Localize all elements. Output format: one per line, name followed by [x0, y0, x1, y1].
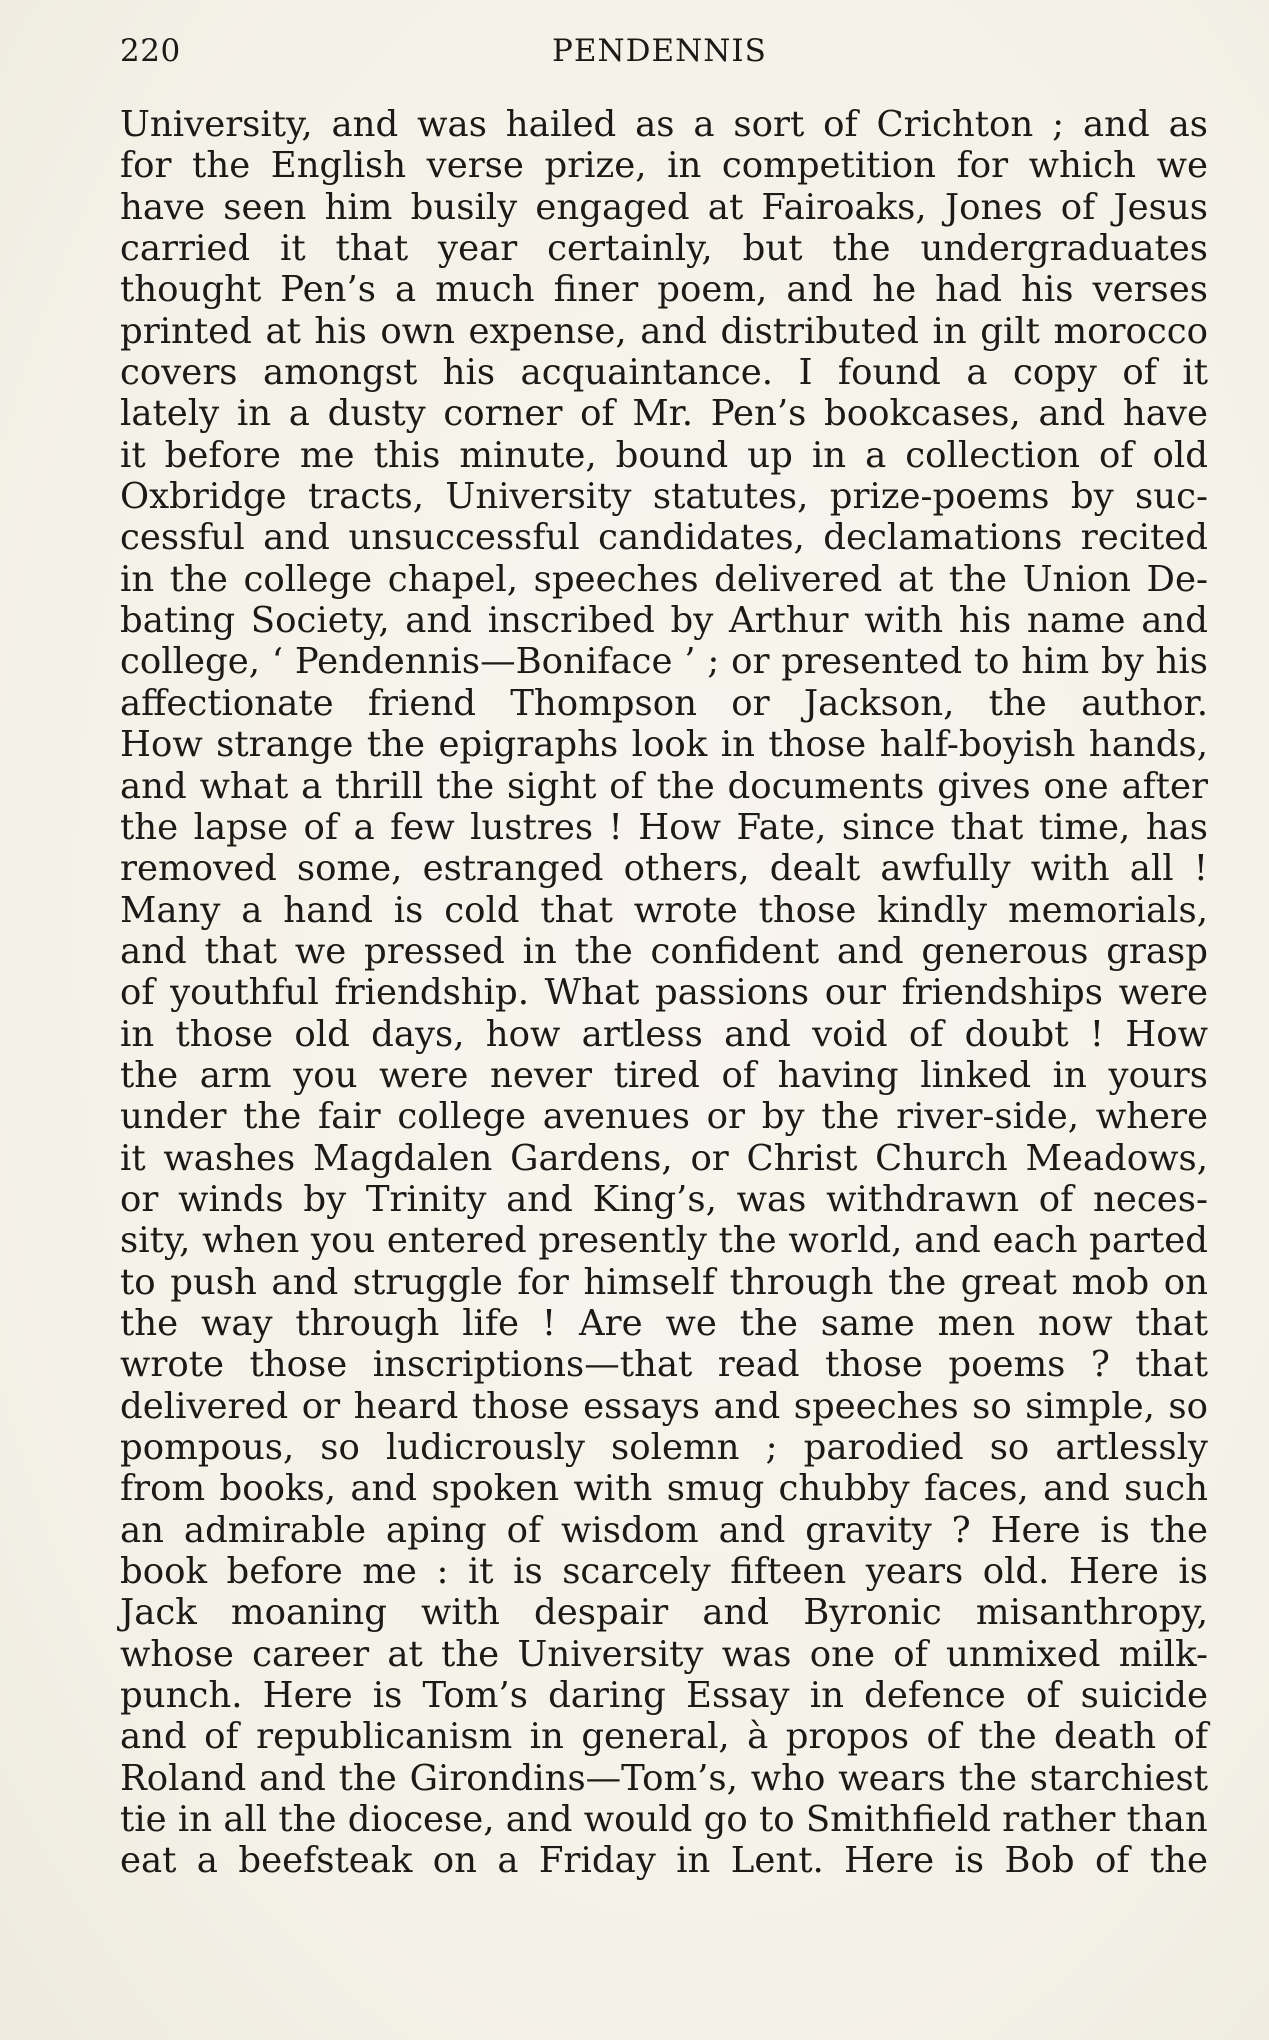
text-line: covers amongst his acquaintance. I found a copy of it [120, 352, 1208, 394]
text-line: How strange the epigraphs look in those half-boyish hands, [120, 724, 1208, 766]
text-line: cessful and unsuccessful candidates, declamations recited [120, 517, 1208, 559]
running-title: PENDENNIS [552, 33, 767, 69]
text-line: affectionate friend Thompson or Jackson, the author. [120, 682, 1208, 724]
text-line: in the college chapel, speeches delivered at the Union De- [120, 558, 1208, 600]
text-line: Oxbridge tracts, University statutes, prize-poems by suc- [120, 476, 1208, 518]
text-line: thought Pen’s a much finer poem, and he had his verses [120, 269, 1208, 311]
text-line: it washes Magdalen Gardens, or Christ Church Meadows, [120, 1137, 1208, 1179]
text-line: tie in all the diocese, and would go to Smithfield rather than [120, 1799, 1208, 1841]
text-line: and what a thrill the sight of the documents gives one after [120, 765, 1208, 807]
text-line: college, ‘ Pendennis—Boniface ’ ; or presented to him by his [120, 641, 1208, 683]
text-line: in those old days, how artless and void of doubt ! How [120, 1013, 1208, 1055]
running-head [120, 30, 1215, 72]
text-line: University, and was hailed as a sort of Crichton ; and as [120, 104, 1208, 145]
text-line: whose career at the University was one of unmixed milk- [120, 1633, 1208, 1675]
text-line: under the fair college avenues or by the river-side, where [120, 1096, 1208, 1138]
text-line: and of republicanism in general, à propos of the death of [120, 1716, 1208, 1758]
text-line: wrote those inscriptions—that read those poems ? that [120, 1344, 1208, 1386]
text-line: it before me this minute, bound up in a collection of old [120, 434, 1208, 476]
text-line: or winds by Trinity and King’s, was withdrawn of neces- [120, 1178, 1208, 1220]
text-line: eat a beefsteak on a Friday in Lent. Here is Bob of the [120, 1840, 1208, 1882]
text-line: pompous, so ludicrously solemn ; parodied so artlessly [120, 1427, 1208, 1468]
text-line: Jack moaning with despair and Byronic misanthropy, [120, 1592, 1208, 1634]
text-line: the arm you were never tired of having linked in yours [120, 1054, 1208, 1096]
text-line: to push and struggle for himself through the great mob on [120, 1261, 1208, 1303]
text-line: punch. Here is Tom’s daring Essay in defence of suicide [120, 1675, 1208, 1717]
text-line: an admirable aping of wisdom and gravity ? Here is the [120, 1509, 1208, 1551]
text-line: have seen him busily engaged at Fairoaks, Jones of Jesus [120, 186, 1208, 228]
text-line: carried it that year certainly, but the undergraduates [120, 228, 1208, 270]
text-line: the way through life ! Are we the same men now that [120, 1302, 1208, 1344]
text-line: bating Society, and inscribed by Arthur with his name and [120, 600, 1208, 642]
text-line: and that we pressed in the confident and generous grasp [120, 930, 1208, 972]
page-number: 220 [120, 33, 181, 69]
body-text [120, 104, 1208, 1882]
text-line: printed at his own expense, and distributed in gilt morocco [120, 310, 1208, 352]
text-line: Many a hand is cold that wrote those kindly memorials, [120, 889, 1208, 931]
text-line: the lapse of a few lustres ! How Fate, since that time, has [120, 806, 1208, 848]
text-line: delivered or heard those essays and speeches so simple, so [120, 1385, 1208, 1427]
text-line: book before me : it is scarcely fifteen years old. Here is [120, 1551, 1208, 1593]
text-line: lately in a dusty corner of Mr. Pen’s bookcases, and have [120, 393, 1208, 435]
text-line: removed some, estranged others, dealt awfully with all ! [120, 848, 1208, 890]
text-line: from books, and spoken with smug chubby faces, and such [120, 1468, 1208, 1510]
text-line: of youthful friendship. What passions our friendships were [120, 972, 1208, 1014]
text-line: Roland and the Girondins—Tom’s, who wears the starchiest [120, 1757, 1208, 1799]
text-line: for the English verse prize, in competition for which we [120, 145, 1208, 187]
text-line: sity, when you entered presently the world, and each parted [120, 1220, 1208, 1262]
